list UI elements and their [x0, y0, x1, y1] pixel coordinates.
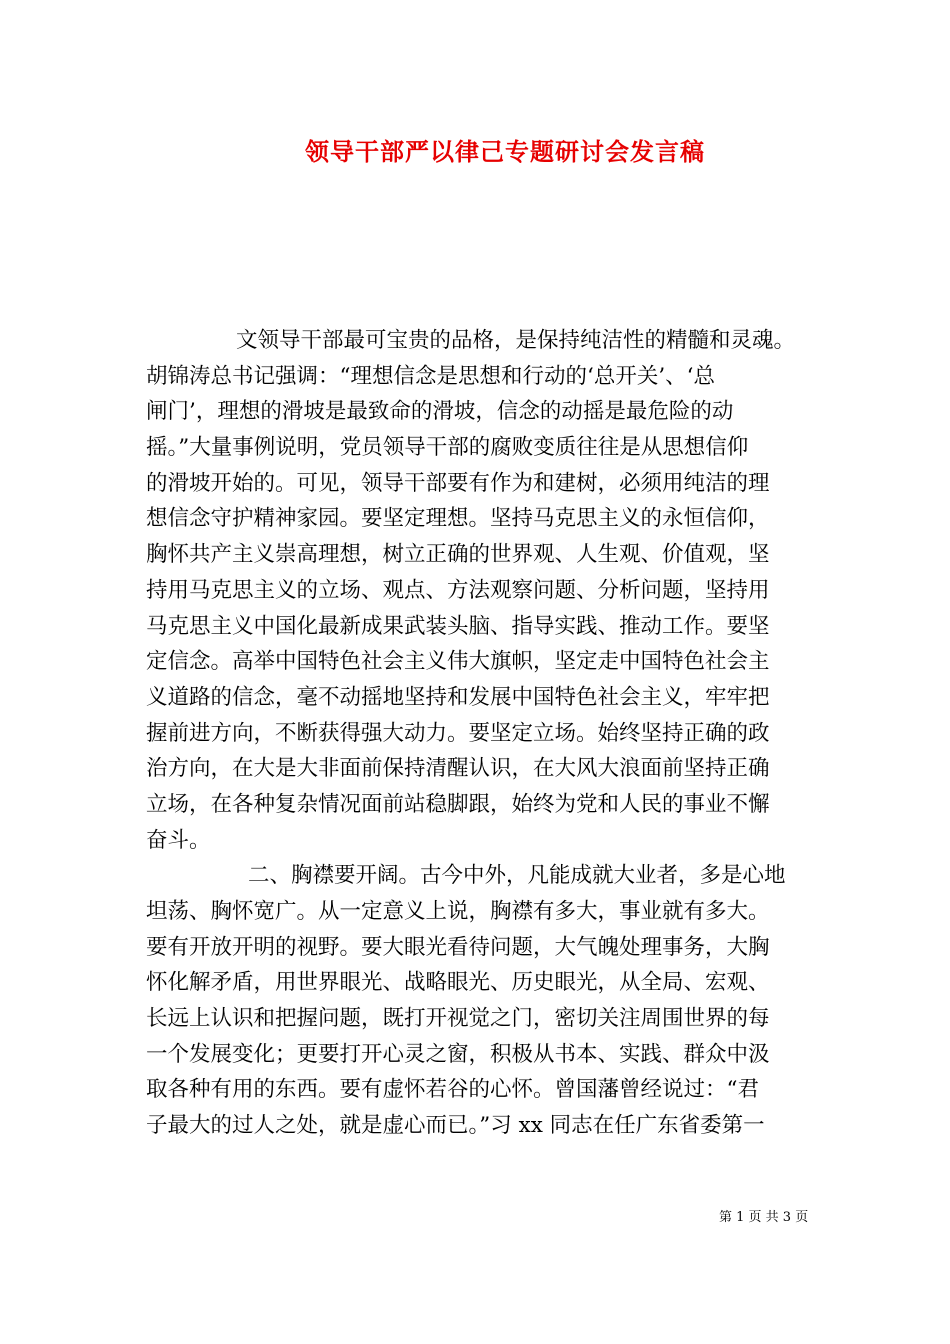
paragraph-line: 要有开放开明的视野。要大眼光看待问题，大气魄处理事务，大胸 [146, 934, 770, 960]
document-body [146, 323, 810, 1144]
page-number: 第 1 页 共 3 页 [719, 1210, 809, 1225]
paragraph-line: 文领导干部最可宝贵的品格，是保持纯洁性的精髓和灵魂。 [236, 328, 796, 353]
paragraph-line: 子最大的过人之处，就是虚心而已。”习 xx 同志在任广东省委第一 [146, 1113, 765, 1139]
paragraph-line: 的滑坡开始的。可见，领导干部要有作为和建树，必须用纯洁的理 [146, 470, 770, 496]
paragraph-line: 奋斗。 [146, 827, 211, 853]
paragraph-line: 坦荡、胸怀宽广。从一定意义上说，胸襟有多大，事业就有多大。 [146, 899, 770, 924]
paragraph-line: 胸怀共产主义崇高理想，树立正确的世界观、人生观、价值观，坚 [146, 542, 770, 568]
paragraph-line: 胡锦涛总书记强调：“理想信念是思想和行动的‘总开关’、‘总 [146, 363, 715, 389]
paragraph-2 [146, 858, 810, 1144]
paragraph-line: 握前进方向，不断获得强大动力。要坚定立场。始终坚持正确的政 [146, 720, 770, 746]
paragraph-line: 闸门’，理想的滑坡是最致命的滑坡，信念的动摇是最危险的动 [146, 399, 734, 425]
paragraph-line: 怀化解矛盾，用世界眼光、战略眼光、历史眼光，从全局、宏观、 [146, 970, 770, 996]
paragraph-line: 二、胸襟要开阔。古今中外，凡能成就大业者，多是心地 [248, 863, 786, 889]
page-title: 领导干部严以律己专题研讨会发言稿 [305, 137, 705, 166]
paragraph-line: 想信念守护精神家园。要坚定理想。坚持马克思主义的永恒信仰， [146, 506, 770, 532]
paragraph-line: 治方向，在大是大非面前保持清醒认识，在大风大浪面前坚持正确 [146, 756, 770, 782]
paragraph-line: 义道路的信念，毫不动摇地坚持和发展中国特色社会主义，牢牢把 [146, 684, 770, 710]
paragraph-line: 马克思主义中国化最新成果武装头脑、指导实践、推动工作。要坚 [146, 613, 770, 639]
paragraph-line: 长远上认识和把握问题，既打开视觉之门，密切关注周围世界的每 [146, 1006, 770, 1032]
paragraph-line: 摇。”大量事例说明，党员领导干部的腐败变质往往是从思想信仰 [146, 435, 749, 461]
paragraph-line: 立场，在各种复杂情况面前站稳脚跟，始终为党和人民的事业不懈 [146, 791, 770, 817]
paragraph-1 [146, 323, 810, 858]
paragraph-line: 一个发展变化；更要打开心灵之窗，积极从书本、实践、群众中汲 [146, 1041, 770, 1067]
paragraph-line: 持用马克思主义的立场、观点、方法观察问题、分析问题，坚持用 [146, 577, 770, 603]
paragraph-line: 取各种有用的东西。要有虚怀若谷的心怀。曾国藩曾经说过：“君 [146, 1077, 759, 1103]
paragraph-line: 定信念。高举中国特色社会主义伟大旗帜，坚定走中国特色社会主 [146, 649, 770, 675]
